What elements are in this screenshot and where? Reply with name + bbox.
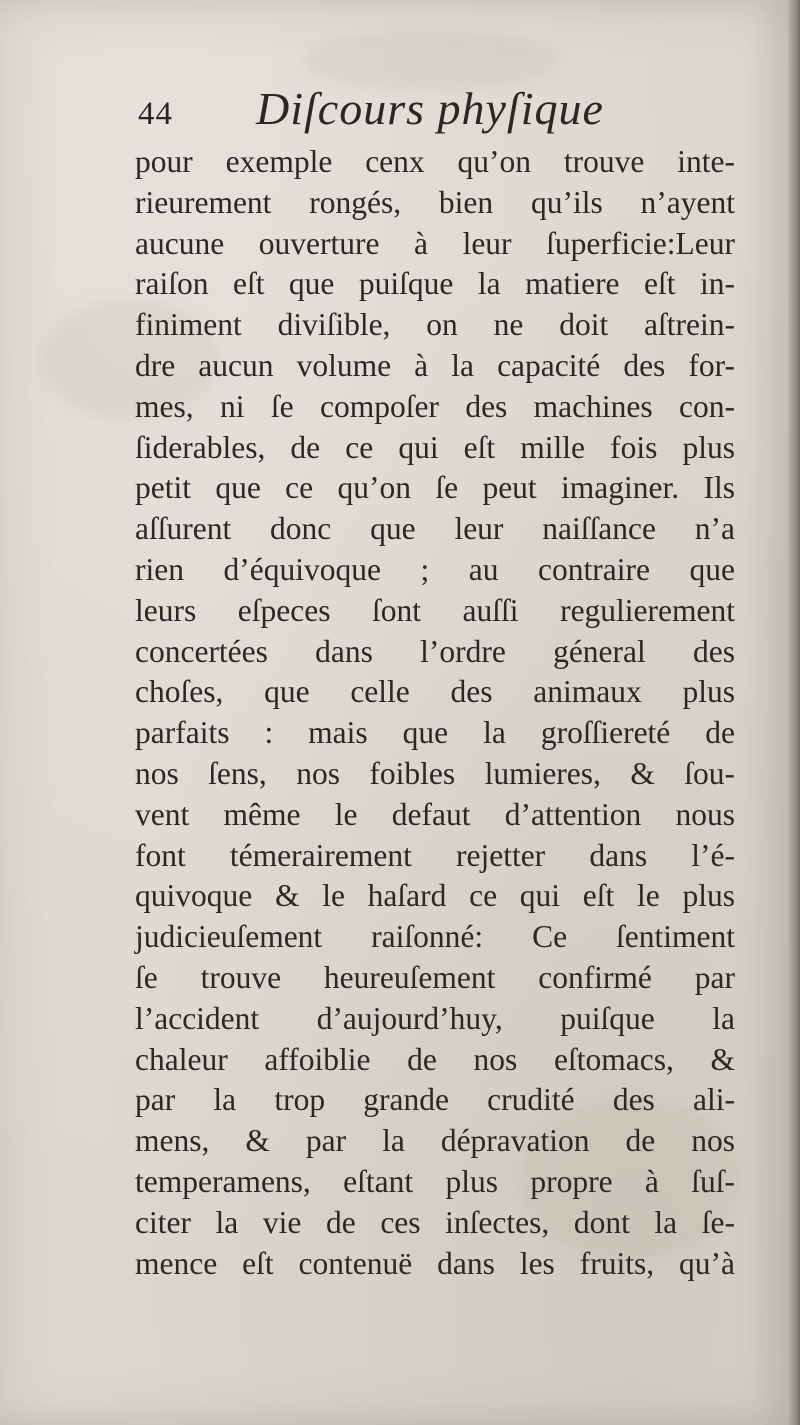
text-line: font témerairement rejetter dans l’é-	[135, 837, 735, 873]
text-line: par la trop grande crudité des ali-	[135, 1082, 735, 1118]
text-line: vent même le defaut d’attention nous	[135, 796, 735, 832]
text-line: citer la vie de ces inſectes, dont la ſe-	[135, 1204, 735, 1240]
text-line: pour exemple cenx qu’on trouve inte-	[135, 144, 735, 179]
text-line: l’accident d’aujourd’huy, puiſque la	[135, 1000, 735, 1036]
text-line: dre aucun volume à la capacité des for-	[135, 347, 735, 383]
text-line: nos ſens, nos foibles lumieres, & ſou-	[135, 755, 735, 791]
text-line: raiſon eſt que puiſque la matiere eſt in-	[135, 266, 735, 302]
text-line: choſes, que celle des animaux plus	[135, 674, 735, 710]
text-line: mens, & par la dépravation de nos	[135, 1123, 735, 1159]
text-line: chaleur affoiblie de nos eſtomacs, &	[135, 1041, 735, 1077]
text-line: aucune ouverture à leur ſuperficie:Leur	[135, 225, 735, 261]
text-line: rien d’équivoque ; au contraire que	[135, 551, 735, 587]
text-line: parfaits : mais que la groſſiereté de	[135, 715, 735, 751]
text-line: ſiderables, de ce qui eſt mille fois plus	[135, 429, 735, 465]
text-line: mence eſt contenuë dans les fruits, qu’à	[135, 1245, 735, 1281]
text-line: concertées dans l’ordre géneral des	[135, 633, 735, 669]
body-text	[135, 142, 735, 1284]
text-line: finiment diviſible, on ne doit aſtrein-	[135, 307, 735, 343]
running-title: Diſcours phyſique	[256, 83, 604, 134]
page-edge	[788, 0, 800, 1425]
text-line: leurs eſpeces ſont auſſi regulierement	[135, 592, 735, 628]
text-line: temperamens, eſtant plus propre à ſuſ-	[135, 1163, 735, 1199]
text-line: ſe trouve heureuſement confirmé par	[135, 959, 735, 995]
text-line: aſſurent donc que leur naiſſance n’a	[135, 511, 735, 547]
text-line: judicieuſement raiſonné: Ce ſentiment	[135, 919, 735, 955]
page-header	[138, 78, 758, 140]
text-line: mes, ni ſe compoſer des machines con-	[135, 388, 735, 424]
text-line: petit que ce qu’on ſe peut imaginer. Ils	[135, 470, 735, 506]
page-number: 44	[138, 96, 173, 132]
text-line: quivoque & le haſard ce qui eſt le plus	[135, 878, 735, 914]
text-line: rieurement rongés, bien qu’ils n’ayent	[135, 184, 735, 220]
